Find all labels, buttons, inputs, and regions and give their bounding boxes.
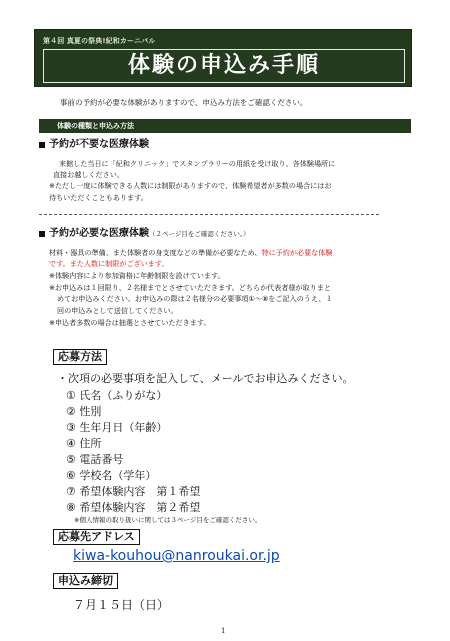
page-number: 1 [221,627,226,635]
required-item: ⑤ 電話番号 [66,453,124,466]
privacy-note: ※個人情報の取り扱いに関しては３ページ目をご確認ください。 [74,516,262,524]
section2-line-6: 回の申込みとして送信してください。 [57,306,178,315]
required-item: ④ 住所 [66,437,102,450]
header-banner [34,29,412,87]
email-link[interactable]: kiwa-kouhou@nanroukai.or.jp [73,548,280,564]
deadline-date: ７月１５日（日） [73,598,170,612]
required-item: ⑧ 希望体験内容 第２希望 [66,501,201,514]
section2-line-3: ※体験内容により参加資格に年齢制限を設けています。 [49,271,225,280]
section1-line-2: 直接お越しください。 [53,170,124,179]
required-item: ⑥ 学校名（学年） [66,469,157,482]
dashed-divider [39,214,379,215]
deadline-label: 申込み締切 [53,573,118,589]
section1-line-1: 来館した当日に「紀和クリニック」でスタンプラリーの用紙を受け取り、各体験場所に [59,159,336,168]
contact-label: 応募先アドレス [53,529,140,545]
required-item: ② 性別 [66,405,102,418]
section1-heading: 予約が不要な医療体験 [49,139,149,150]
section1-line-4: 待ちいただくこともあります。 [49,193,148,202]
section2-line-1-text: 材料・器具の準備、また体験者の身支度などの準備が必要なため、 [49,248,262,257]
section2-line-4: ※お申込みは１回限り、２名様までとさせていただきます。どちらか代表者様が取りまと [49,283,332,292]
required-item: ① 氏名（ふりがな） [66,389,168,402]
section2-heading-text: 予約が必要な医療体験 [49,228,149,239]
section-title-bar: 体験の種類と申込み方法 [39,119,411,133]
application-instruction: ・次項の必要事項を記入して、メールでお申込みください。 [57,372,354,385]
required-item: ③ 生年月日（年齢） [66,421,168,434]
square-bullet-icon [39,142,45,148]
section2-line-7: ※申込者多数の場合は抽選とさせていただきます。 [49,318,211,327]
square-bullet-icon [39,231,45,237]
section2-heading-note: （２ページ目をご確認ください。） [149,230,250,238]
intro-text: 事前の予約が必要な体験がありますので、申込み方法をご確認ください。 [60,98,308,107]
section2-line-1-highlight: 特に予約が必要な体験 [261,248,333,257]
section2-line-2-highlight: です。また人数に制限がございます。 [49,259,169,268]
application-label: 応募方法 [53,349,107,365]
section1-line-3: ※ただし一度に体験できる人数には制限がありますので、体験希望者が多数の場合にはお [49,181,332,190]
page-title: 体験の申込み手順 [127,53,320,78]
header-subtitle: 第４回 真夏の祭典!紀和カーニバル [43,37,156,45]
section2-line-5: めてお申込みください。お申込みの際は２名様分の必要事項①～⑧をご記入のうえ、１ [57,294,333,303]
section2-heading [49,228,250,240]
section2-line-1 [49,248,332,258]
required-item: ⑦ 希望体験内容 第１希望 [66,485,201,498]
header-title-frame [43,49,405,83]
